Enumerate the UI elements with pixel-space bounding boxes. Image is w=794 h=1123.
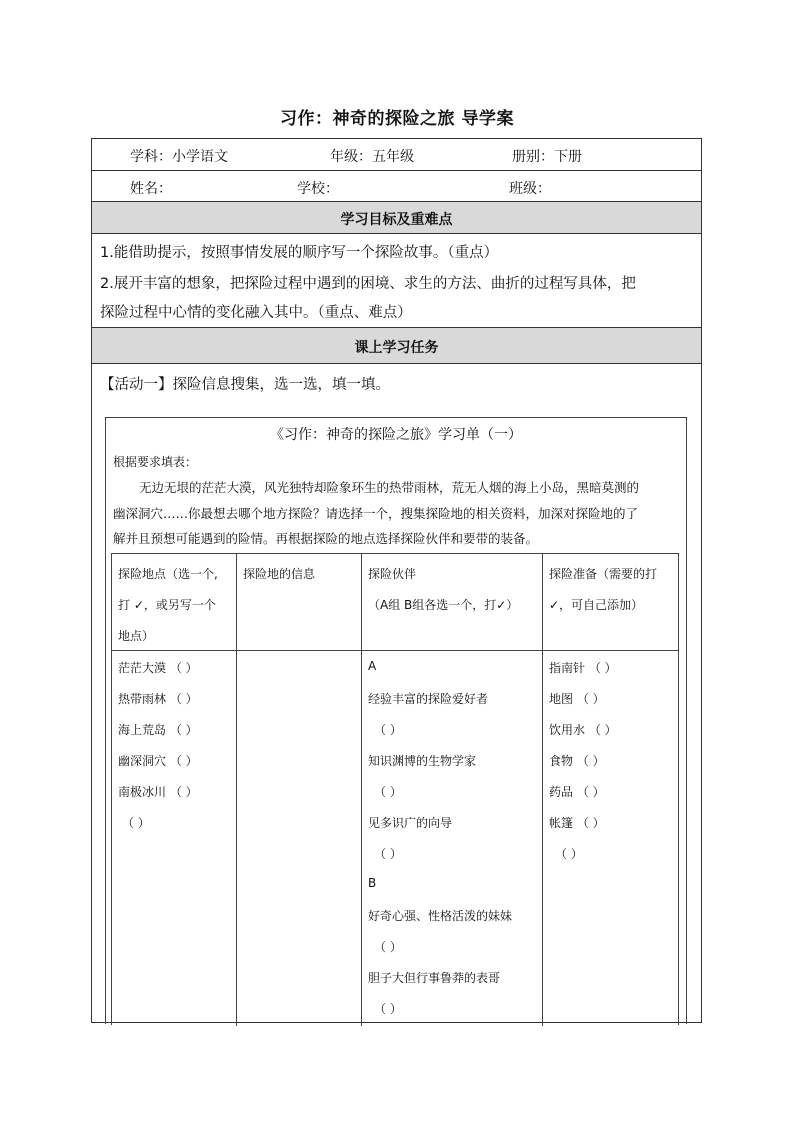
partner-option: 经验丰富的探险爱好者 — [368, 692, 489, 706]
goals-header-row — [92, 202, 701, 234]
goals-row — [92, 234, 701, 328]
guide-table — [91, 138, 702, 1023]
tasks-header-row — [92, 328, 701, 364]
activity-1-heading: 【活动一】探险信息搜集，选一选，填一填。 — [100, 377, 390, 393]
document-title: 习作：神奇的探险之旅 导学案 — [280, 109, 514, 129]
worksheet-paragraph-line-1: 无边无垠的茫茫大漠，风光独特却险象环生的热带雨林，荒无人烟的海上小岛，黑暗莫测的 — [139, 480, 640, 495]
prep-option[interactable]: 药品 （ ） — [549, 785, 605, 799]
header-location-line-3: 地点） — [118, 629, 155, 643]
subject-field: 学科：小学语文 — [130, 149, 228, 165]
location-option[interactable]: 热带雨林 （ ） — [118, 692, 198, 706]
name-field: 姓名： — [130, 181, 172, 197]
location-option[interactable]: 幽深洞穴 （ ） — [118, 754, 198, 768]
partner-check[interactable]: （ ） — [374, 785, 402, 799]
partner-check[interactable]: （ ） — [374, 847, 402, 861]
prep-option[interactable]: 指南针 （ ） — [549, 661, 617, 675]
location-option[interactable]: 南极冰川 （ ） — [118, 785, 198, 799]
worksheet-instruction: 根据要求填表： — [113, 455, 198, 469]
worksheet-box — [105, 417, 687, 1024]
goal-2: 2.展开丰富的想象，把探险过程中遇到的困境、求生的方法、曲折的过程写具体，把 — [100, 276, 636, 292]
header-location-line-2: 打 ✓，或另写一个 — [118, 598, 216, 612]
header-prep-line-1: 探险准备（需要的打 — [549, 567, 658, 581]
tasks-header: 课上学习任务 — [354, 340, 439, 356]
partner-group-a: A — [368, 659, 377, 673]
prep-option[interactable]: 食物 （ ） — [549, 754, 605, 768]
partner-check[interactable]: （ ） — [374, 723, 402, 737]
info-row-1 — [92, 139, 701, 171]
partner-check[interactable]: （ ） — [374, 1002, 402, 1016]
partner-check[interactable]: （ ） — [374, 940, 402, 954]
partner-group-b: B — [368, 876, 377, 890]
volume-field: 册别：下册 — [512, 149, 582, 165]
class-field: 班级： — [509, 181, 551, 197]
goals-header: 学习目标及重难点 — [340, 212, 453, 228]
header-info: 探险地的信息 — [243, 567, 316, 581]
worksheet-paragraph-line-3: 解并且预想可能遇到的险情。再根据探险的地点选择探险伙伴和要带的装备。 — [113, 531, 539, 546]
grade-field: 年级：五年级 — [330, 149, 414, 165]
worksheet-grid — [111, 553, 679, 1025]
worksheet-title: 《习作：神奇的探险之旅》学习单（一） — [270, 427, 522, 443]
partner-option: 胆子大但行事鲁莽的表哥 — [368, 971, 501, 985]
header-prep-line-2: ✓，可自己添加） — [549, 598, 644, 612]
prep-option[interactable]: 帐篷 （ ） — [549, 816, 605, 830]
info-row-2 — [92, 171, 701, 202]
header-partner-line-1: 探险伙伴 — [368, 567, 417, 581]
partner-option: 好奇心强、性格活泼的妹妹 — [368, 909, 513, 923]
prep-custom[interactable]: （ ） — [555, 847, 583, 861]
prep-option[interactable]: 饮用水 （ ） — [549, 723, 617, 737]
goal-2-cont: 探险过程中心情的变化融入其中。（重点、难点） — [100, 305, 412, 321]
goal-1: 1.能借助提示，按照事情发展的顺序写一个探险故事。（重点） — [100, 245, 499, 261]
prep-option[interactable]: 地图 （ ） — [549, 692, 605, 706]
location-option[interactable]: 茫茫大漠 （ ） — [118, 661, 198, 675]
school-field: 学校： — [297, 181, 339, 197]
location-custom[interactable]: （ ） — [122, 816, 150, 830]
header-partner-line-2: （A组 B组各选一个，打✓） — [368, 598, 519, 612]
worksheet-paragraph-line-2: 幽深洞穴……你最想去哪个地方探险？请选择一个，搜集探险地的相关资料，加深对探险地的了 — [113, 506, 639, 521]
partner-option: 知识渊博的生物学家 — [368, 754, 477, 768]
header-location-line-1: 探险地点（选一个, — [118, 567, 218, 581]
location-option[interactable]: 海上荒岛 （ ） — [118, 723, 198, 737]
partner-option: 见多识广的向导 — [368, 816, 453, 830]
